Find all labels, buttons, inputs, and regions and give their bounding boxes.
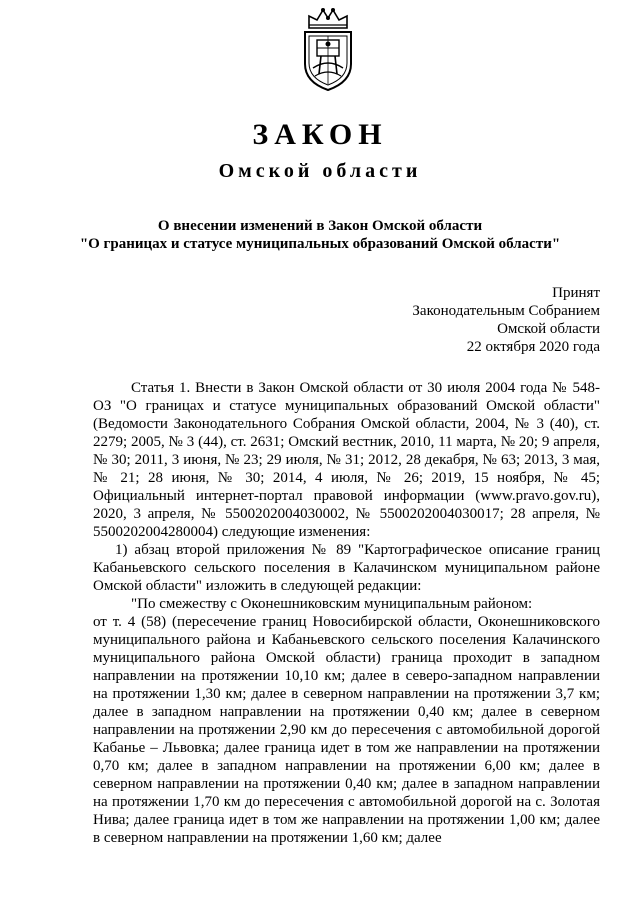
document-body — [93, 379, 600, 847]
adopted-date: 22 октября 2020 года — [466, 339, 600, 355]
adoption-block — [412, 284, 600, 356]
adopted-label: Принят — [552, 285, 600, 301]
adopted-by-line-1: Законодательным Собранием — [412, 303, 600, 319]
subject-line-2: "О границах и статусе муниципальных образований Омской области" — [79, 236, 561, 252]
article-1-paragraph: Статья 1. Внести в Закон Омской области от 30 июля 2004 года № 548-ОЗ "О границах и статусе муниципальных образований Омской области" (Ведомости Законодательного Собрания Омской области, 2004, № 3 (40), ст. 2279; 2005, № 3 (44), ст. 2631; Омский вестник, 2010, 11 марта, № 20; 9 апреля, № 30; 2011, 3 июня, № 23; 29 июля, № 31; 2012, 28 декабря, № 63; 2013, 3 мая, № 21; 28 июня, № 30; 2014, 4 июля, № 26; 2019, 15 ноября, № 45; Официальный интернет-портал правовой информации (www.pravo.gov.ru), 2020, 3 апреля, № 5500202004030002, № 5500202004030017; 28 апреля, № 5500202004280004) следующие изменения: — [93, 380, 600, 540]
quote-body: от т. 4 (58) (пересечение границ Новосибирской области, Оконешниковского муниципального района и Кабаньевского сельского поселения Калачинского муниципального района Омской области) граница проходит в западном направлении на протяжении 10,10 км; далее в северо-западном направлении на протяжении 1,30 км; далее в северном направлении на протяжении 3,7 км; далее в западном направлении на протяжении 0,40 км; далее в северном направлении на протяжении 2,90 км до пересечения с автомобильной дорогой Кабанье – Львовка; далее граница идет в том же направлении на протяжении 0,70 км; далее в западном направлении на протяжении 6,00 км; далее в северном направлении на протяжении 0,40 км; далее в западном направлении на протяжении 1,70 км до пересечения с автомобильной дорогой на с. Золотая Нива; далее граница идет в том же направлении на протяжении 1,00 км; далее в северном направлении на протяжении 1,60 км; далее — [93, 614, 600, 846]
item-1-paragraph: 1) абзац второй приложения № 89 "Картографическое описание границ Кабаньевского сельского поселения в Калачинском муниципальном районе Омской области" изложить в следующей редакции: — [93, 542, 600, 594]
adopted-by-line-2: Омской области — [497, 321, 600, 337]
omsk-coat-of-arms-icon — [295, 6, 361, 92]
quote-heading: "По смежеству с Оконешниковским муниципальным районом: — [131, 596, 533, 612]
subject-line-1: О внесении изменений в Закон Омской области — [157, 218, 483, 234]
document-title: ЗАКОН — [252, 118, 388, 151]
document-region: Омской области — [218, 160, 422, 182]
